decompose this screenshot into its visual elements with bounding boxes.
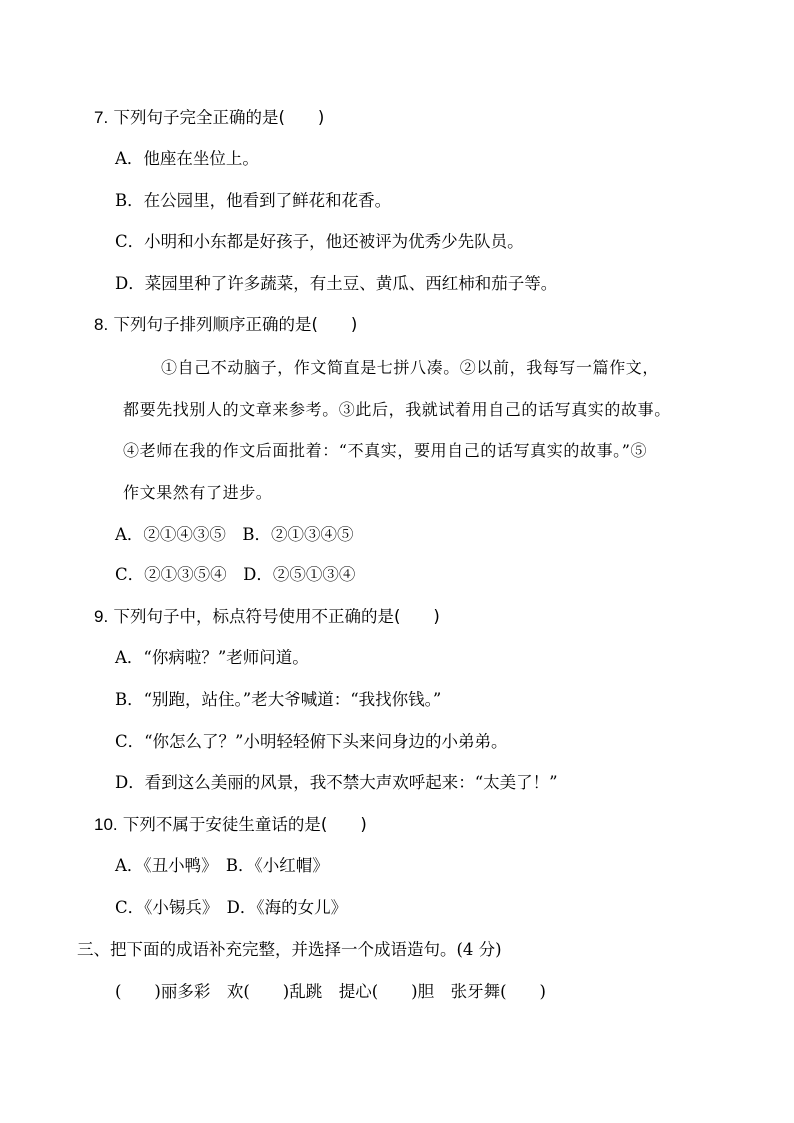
- section-3-heading: 三、把下面的成语补充完整，并选择一个成语造句。(4 分): [77, 940, 502, 959]
- option-10cd: C．《小锡兵》 D．《海的女儿》: [115, 898, 348, 917]
- option-9b: B．“别跑，站住。”老大爷喊道：“我找你钱。”: [115, 690, 442, 709]
- question-10: [94, 814, 367, 836]
- question-number: 7.: [94, 108, 109, 127]
- option-7c: C．小明和小东都是好孩子，他还被评为优秀少先队员。: [115, 232, 524, 251]
- question-stem: 下列不属于安徒生童话的是( ): [122, 815, 367, 834]
- option-9c: C．“你怎么了？”小明轻轻俯下头来问身边的小弟弟。: [115, 732, 508, 751]
- option-7d: D．菜园里种了许多蔬菜，有土豆、黄瓜、西红柿和茄子等。: [115, 274, 558, 293]
- question-7: [94, 107, 324, 129]
- option-8ab: A．②①④③⑤ B．②①③④⑤: [115, 525, 354, 544]
- question-number: 8.: [94, 315, 109, 334]
- option-9a: A．“你病啦？”老师问道。: [115, 648, 309, 667]
- option-9d: D．看到这么美丽的风景，我不禁大声欢呼起来：“太美了！”: [115, 773, 558, 792]
- option-10ab: A．《丑小鸭》 B．《小红帽》: [115, 856, 329, 875]
- question-stem: 下列句子排列顺序正确的是( ): [113, 315, 358, 334]
- passage-line-4: 作文果然有了进步。: [123, 483, 273, 502]
- question-8: [94, 314, 357, 336]
- option-8cd: C．②①③⑤④ D．②⑤①③④: [115, 565, 356, 584]
- passage-line-3: ④老师在我的作文后面批着：“不真实，要用自己的话写真实的故事。”⑤: [123, 441, 648, 460]
- question-stem: 下列句子完全正确的是( ): [113, 108, 325, 127]
- question-number: 10.: [94, 815, 118, 834]
- question-9: [94, 606, 440, 628]
- option-7a: A．他座在坐位上。: [115, 149, 259, 168]
- question-stem: 下列句子中，标点符号使用不正确的是( ): [113, 607, 440, 626]
- question-number: 9.: [94, 607, 109, 626]
- passage-line-1: ①自己不动脑子，作文简直是七拼八凑。②以前，我每写一篇作文，: [161, 358, 660, 377]
- option-7b: B．在公园里，他看到了鲜花和花香。: [115, 191, 392, 210]
- passage-line-2: 都要先找别人的文章来参考。③此后，我就试着用自己的话写真实的故事。: [123, 400, 671, 419]
- idiom-fill-blanks: ( )丽多彩 欢( )乱跳 提心( )胆 张牙舞( ): [115, 982, 546, 1001]
